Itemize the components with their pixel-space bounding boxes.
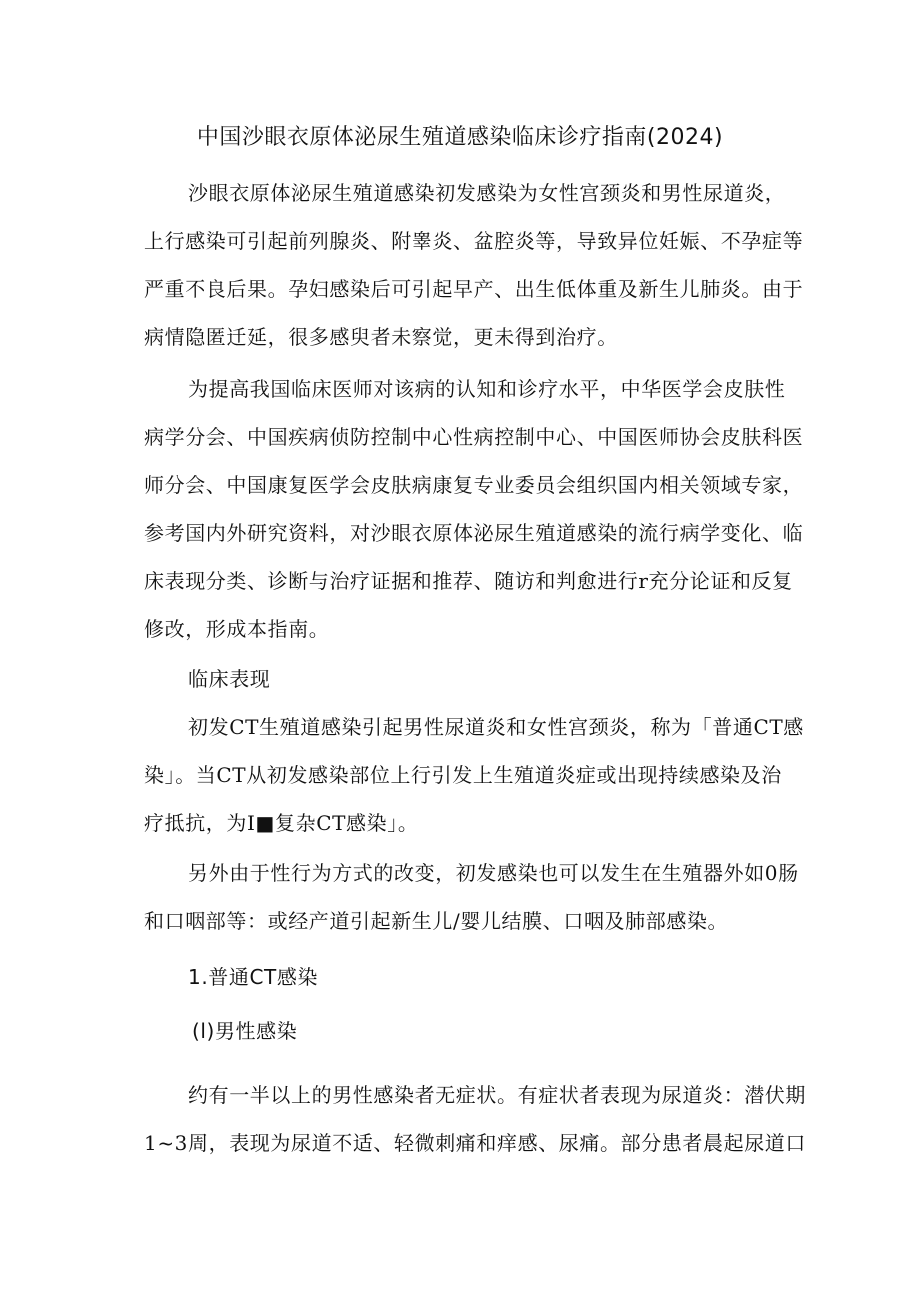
intro-line-2: 上行感染可引起前列腺炎、附睾炎、盆腔炎等，导致异位妊娠、不孕症等	[144, 229, 804, 253]
purpose-line-1: 为提高我国临床医师对该病的认知和诊疗水平，中华医学会皮肤性	[188, 377, 786, 401]
clinical-line-3: 疗抵抗，为I■复杂CT感染」。	[144, 811, 419, 835]
section-heading: 临床表现	[188, 667, 271, 691]
male-line-1: 约有一半以上的男性感染者无症状。有症状者表现为尿道炎：潜伏期	[188, 1083, 806, 1107]
clinical-line-1: 初发CT生殖道感染引起男性尿道炎和女性宫颈炎，称为「普通CT感	[188, 715, 804, 739]
purpose-line-3: 师分会、中国康复医学会皮肤病康复专业委员会组织国内相关领域专家，	[144, 473, 804, 497]
subheading-male-infection: (l)男性感染	[192, 1019, 298, 1043]
subheading-common-ct: 1.普通CT感染	[188, 965, 319, 989]
purpose-line-2: 病学分会、中国疾病侦防控制中心性病控制中心、中国医师协会皮肤科医	[144, 425, 804, 449]
clinical-line-2: 染」。当CT从初发感染部位上行引发上生殖道炎症或出现持续感染及治	[144, 763, 782, 787]
extra-line-1: 另外由于性行为方式的改变，初发感染也可以发生在生殖器外如0肠	[188, 861, 799, 885]
purpose-line-4: 参考国内外研究资料，对沙眼衣原体泌尿生殖道感染的流行病学变化、临	[144, 521, 804, 545]
extra-line-2: 和口咽部等：或经产道引起新生儿/婴儿结膜、口咽及肺部感染。	[144, 909, 729, 933]
purpose-line-6: 修改，形成本指南。	[144, 617, 330, 641]
purpose-line-5: 床表现分类、诊断与治疗证据和推荐、随访和判愈进行r充分论证和反复	[144, 569, 793, 593]
document-title: 中国沙眼衣原体泌尿生殖道感染临床诊疗指南(2024)	[196, 125, 724, 150]
intro-line-3: 严重不良后果。孕妇感染后可引起早产、出生低体重及新生儿肺炎。由于	[144, 277, 804, 301]
male-line-2: 1~3周，表现为尿道不适、轻微刺痛和痒感、尿痛。部分患者晨起尿道口	[144, 1131, 807, 1155]
intro-line-4: 病情隐匿迁延，很多感臾者未察觉，更未得到治疗。	[144, 325, 618, 349]
intro-line-1: 沙眼衣原体泌尿生殖道感染初发感染为女性宫颈炎和男性尿道炎，	[188, 181, 786, 205]
